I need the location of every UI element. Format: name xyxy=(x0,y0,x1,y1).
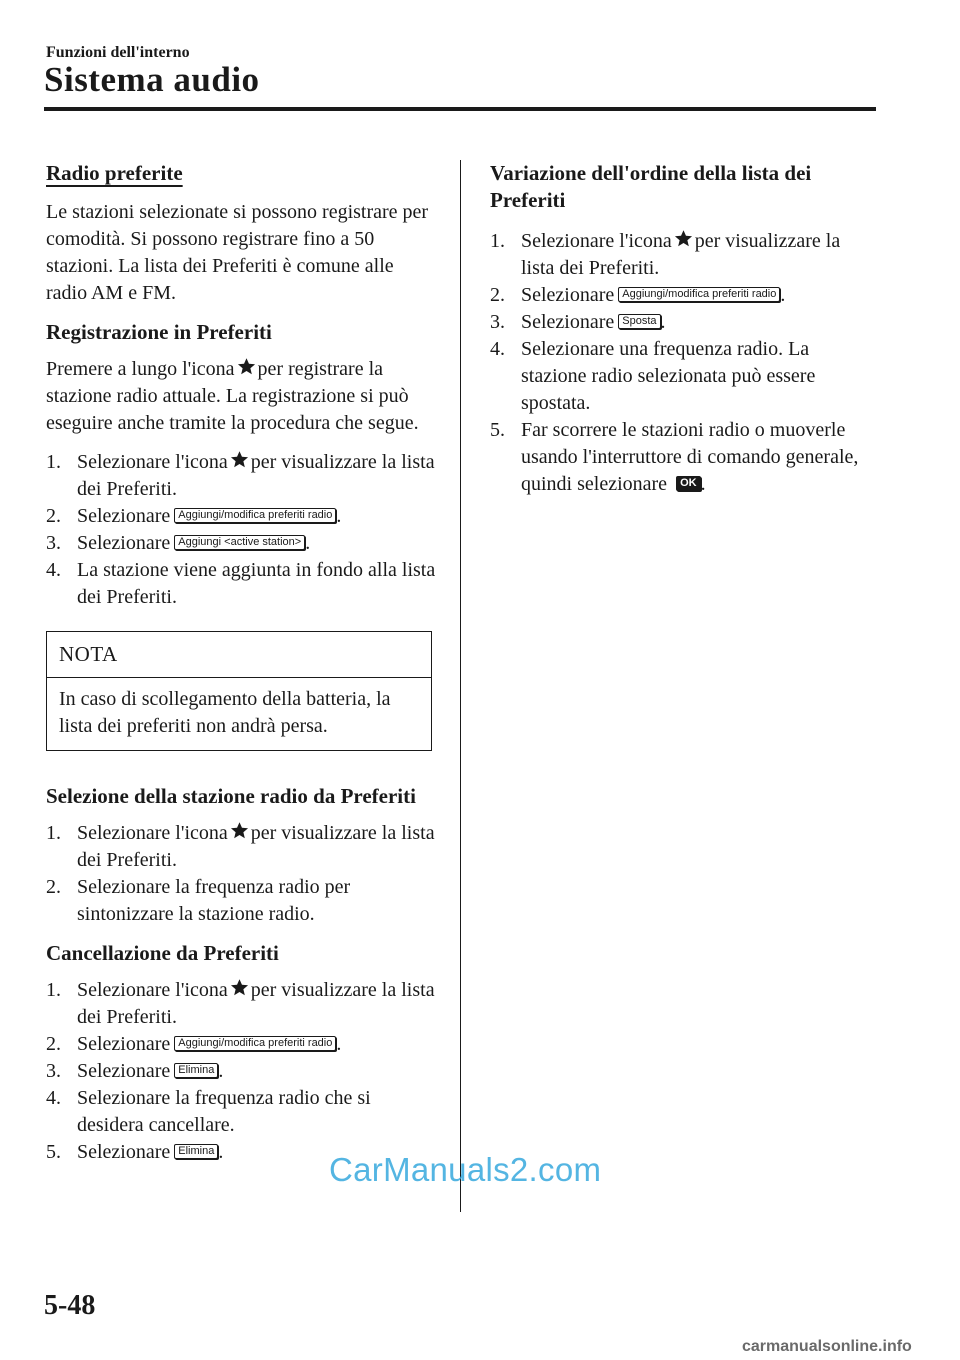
add-active-station-button[interactable]: Aggiungi <active station> xyxy=(174,535,305,550)
step-number: 5. xyxy=(46,1141,61,1163)
list-item xyxy=(46,1085,436,1139)
step-text: . xyxy=(660,311,666,333)
page-number: 5-48 xyxy=(44,1290,96,1321)
column-divider xyxy=(460,160,461,1212)
star-icon xyxy=(237,357,256,376)
step-number: 1. xyxy=(46,451,61,473)
step-number: 3. xyxy=(490,311,505,333)
site-footer-mark: carmanualsonline.info xyxy=(742,1338,912,1355)
step-number: 2. xyxy=(490,284,505,306)
star-icon xyxy=(230,978,249,997)
step-text: Selezionare l'icona xyxy=(521,230,672,252)
step-text: Selezionare l'icona xyxy=(77,979,228,1001)
list-item xyxy=(46,874,436,928)
step-number: 5. xyxy=(490,419,505,441)
step-text: Selezionare xyxy=(77,1033,171,1055)
step-text: La stazione viene aggiunta in fondo alla lista dei Preferiti. xyxy=(77,559,436,608)
list-item xyxy=(490,309,875,336)
list-item xyxy=(46,1058,436,1085)
step-number: 3. xyxy=(46,1060,61,1082)
list-item xyxy=(46,449,436,503)
step-number: 4. xyxy=(46,1087,61,1109)
list-item xyxy=(46,503,436,530)
step-text: Selezionare la frequenza radio che si desidera cancellare. xyxy=(77,1087,371,1136)
step-number: 4. xyxy=(46,559,61,581)
star-icon xyxy=(674,229,693,248)
step-text: Far scorrere le stazioni radio o muoverle usando l'interruttore di comando generale, quindi selezionare xyxy=(521,419,859,495)
variazione-steps xyxy=(490,228,875,498)
star-icon xyxy=(230,450,249,469)
chapter-title: Sistema audio xyxy=(44,60,260,99)
step-text: per visualizzare la lista dei Preferiti. xyxy=(77,979,435,1028)
step-text: per visualizzare la lista dei Preferiti. xyxy=(521,230,841,279)
registrazione-paragraph xyxy=(46,356,436,437)
delete-button[interactable]: Elimina xyxy=(174,1063,218,1078)
step-text: Selezionare una frequenza radio. La stazione radio selezionata può essere spostata. xyxy=(521,338,816,414)
heading-cancellazione: Cancellazione da Preferiti xyxy=(46,941,279,965)
step-text: Selezionare l'icona xyxy=(77,822,228,844)
heading-radio-preferite: Radio preferite xyxy=(46,161,183,185)
left-column xyxy=(46,160,436,1178)
delete-button[interactable]: Elimina xyxy=(174,1144,218,1159)
step-text: . xyxy=(305,532,311,554)
watermark: CarManuals2.com xyxy=(329,1151,602,1188)
intro-paragraph: Le stazioni selezionate si possono registrare per comodità. Si possono registrare fino a 50 stazioni. La lista dei Preferiti è comune alle radio AM e FM. xyxy=(46,201,429,304)
list-item xyxy=(46,530,436,557)
list-item xyxy=(46,1031,436,1058)
step-text: Selezionare xyxy=(521,311,615,333)
step-text: per visualizzare la lista dei Preferiti. xyxy=(77,822,435,871)
step-number: 1. xyxy=(490,230,505,252)
star-icon xyxy=(230,821,249,840)
selezione-steps xyxy=(46,820,436,928)
step-number: 1. xyxy=(46,979,61,1001)
step-text: . xyxy=(700,473,706,495)
add-edit-favorites-button[interactable]: Aggiungi/modifica preferiti radio xyxy=(174,1036,336,1051)
step-text: . xyxy=(218,1141,224,1163)
step-text: . xyxy=(336,505,342,527)
header-rule xyxy=(44,107,876,111)
step-text: . xyxy=(218,1060,224,1082)
step-text: Selezionare xyxy=(77,505,171,527)
list-item xyxy=(46,977,436,1031)
step-number: 1. xyxy=(46,822,61,844)
heading-registrazione: Registrazione in Preferiti xyxy=(46,320,272,344)
step-number: 2. xyxy=(46,876,61,898)
text-fragment: per registrare la stazione radio attuale. La registrazione si può eseguire anche tramite la procedura che segue. xyxy=(46,358,419,434)
list-item xyxy=(490,282,875,309)
registrazione-steps xyxy=(46,449,436,611)
heading-variazione: Variazione dell'ordine della lista dei Preferiti xyxy=(490,161,812,212)
step-text: Selezionare xyxy=(77,532,171,554)
list-item xyxy=(490,228,875,282)
note-box xyxy=(46,631,432,751)
section-label: Funzioni dell'interno xyxy=(46,44,190,61)
add-edit-favorites-button[interactable]: Aggiungi/modifica preferiti radio xyxy=(618,287,780,302)
step-text: Selezionare xyxy=(521,284,615,306)
note-body: In caso di scollegamento della batteria, la lista dei preferiti non andrà persa. xyxy=(59,688,391,737)
step-text: . xyxy=(336,1033,342,1055)
cancellazione-steps xyxy=(46,977,436,1166)
move-button[interactable]: Sposta xyxy=(618,314,660,329)
list-item xyxy=(490,417,875,498)
ok-button[interactable]: OK xyxy=(676,476,701,491)
heading-selezione: Selezione della stazione radio da Preferiti xyxy=(46,784,416,808)
step-text: . xyxy=(780,284,786,306)
step-number: 2. xyxy=(46,1033,61,1055)
step-text: per visualizzare la lista dei Preferiti. xyxy=(77,451,435,500)
list-item xyxy=(46,557,436,611)
step-text: Selezionare xyxy=(77,1060,171,1082)
note-title: NOTA xyxy=(47,632,431,678)
list-item xyxy=(46,820,436,874)
list-item xyxy=(490,336,875,417)
step-text: Selezionare l'icona xyxy=(77,451,228,473)
step-number: 4. xyxy=(490,338,505,360)
text-fragment: Premere a lungo l'icona xyxy=(46,358,235,380)
step-number: 3. xyxy=(46,532,61,554)
step-text: Selezionare la frequenza radio per sintonizzare la stazione radio. xyxy=(77,876,351,925)
step-number: 2. xyxy=(46,505,61,527)
step-text: Selezionare xyxy=(77,1141,171,1163)
right-column xyxy=(490,160,875,510)
add-edit-favorites-button[interactable]: Aggiungi/modifica preferiti radio xyxy=(174,508,336,523)
